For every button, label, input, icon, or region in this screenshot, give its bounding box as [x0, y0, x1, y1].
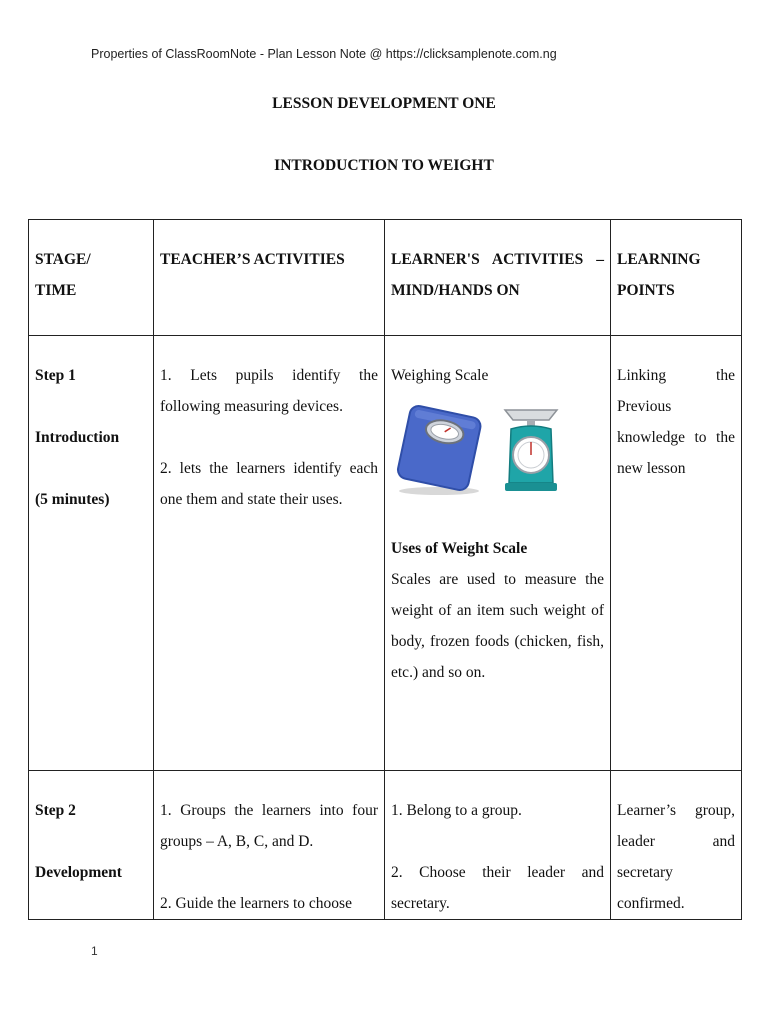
learning-points-cell: Learner’s group, leader and secretary confirmed.: [611, 771, 742, 920]
header-time: TIME: [35, 282, 77, 299]
learning-points-cell: Linking the Previous knowledge to the new lesson: [611, 336, 742, 771]
lesson-plan-table: [28, 219, 742, 920]
stage-cell: [29, 771, 154, 920]
stage-name: Introduction: [35, 429, 120, 446]
teacher-activities-cell: [154, 336, 385, 771]
header-learning: LEARNING: [617, 251, 701, 268]
teacher-activity: 1. Groups the learners into four groups – A, B, C, and D.: [160, 802, 378, 850]
header-points: POINTS: [617, 282, 675, 299]
weighing-scale-label: Weighing Scale: [391, 367, 489, 384]
teacher-activity: 1. Lets pupils identify the following measuring devices.: [160, 367, 378, 415]
step-label: Step 1: [35, 367, 76, 384]
step-label: Step 2: [35, 802, 76, 819]
table-row: [29, 336, 742, 771]
teacher-activity: 2. Guide the learners to choose: [160, 895, 352, 912]
teacher-activity: 2. lets the learners identify each one them and state their uses.: [160, 460, 378, 508]
uses-text: Scales are used to measure the weight of an item such weight of body, frozen foods (chicken, fish, etc.) and so on.: [391, 571, 604, 681]
page-header: Properties of ClassRoomNote - Plan Lesson Note @ https://clicksamplenote.com.ng: [91, 47, 557, 61]
stage-cell: [29, 336, 154, 771]
page-number: 1: [91, 944, 98, 958]
stage-duration: (5 minutes): [35, 491, 110, 508]
teacher-activities-cell: [154, 771, 385, 920]
table-row: [29, 771, 742, 920]
learner-activities-cell: [385, 336, 611, 771]
lesson-development-title: LESSON DEVELOPMENT ONE: [272, 95, 496, 112]
header-stage: STAGE/: [35, 251, 91, 268]
learner-activities-cell: [385, 771, 611, 920]
uses-title: Uses of Weight Scale: [391, 540, 528, 557]
learner-activity: 2. Choose their leader and secretary.: [391, 864, 604, 912]
learner-activity: 1. Belong to a group.: [391, 802, 522, 819]
header-stage-time: [29, 220, 154, 336]
header-teacher-activities: TEACHER’S ACTIVITIES: [154, 220, 385, 336]
scale-images: [391, 405, 604, 497]
stage-name: Development: [35, 864, 122, 881]
header-learner-activities: LEARNER'S ACTIVITIES – MIND/HANDS ON: [385, 220, 611, 336]
kitchen-scale-icon: [505, 410, 557, 491]
header-learning-points: [611, 220, 742, 336]
bathroom-scale-icon: [396, 405, 482, 495]
table-header-row: [29, 220, 742, 336]
topic-title: INTRODUCTION TO WEIGHT: [274, 157, 494, 174]
